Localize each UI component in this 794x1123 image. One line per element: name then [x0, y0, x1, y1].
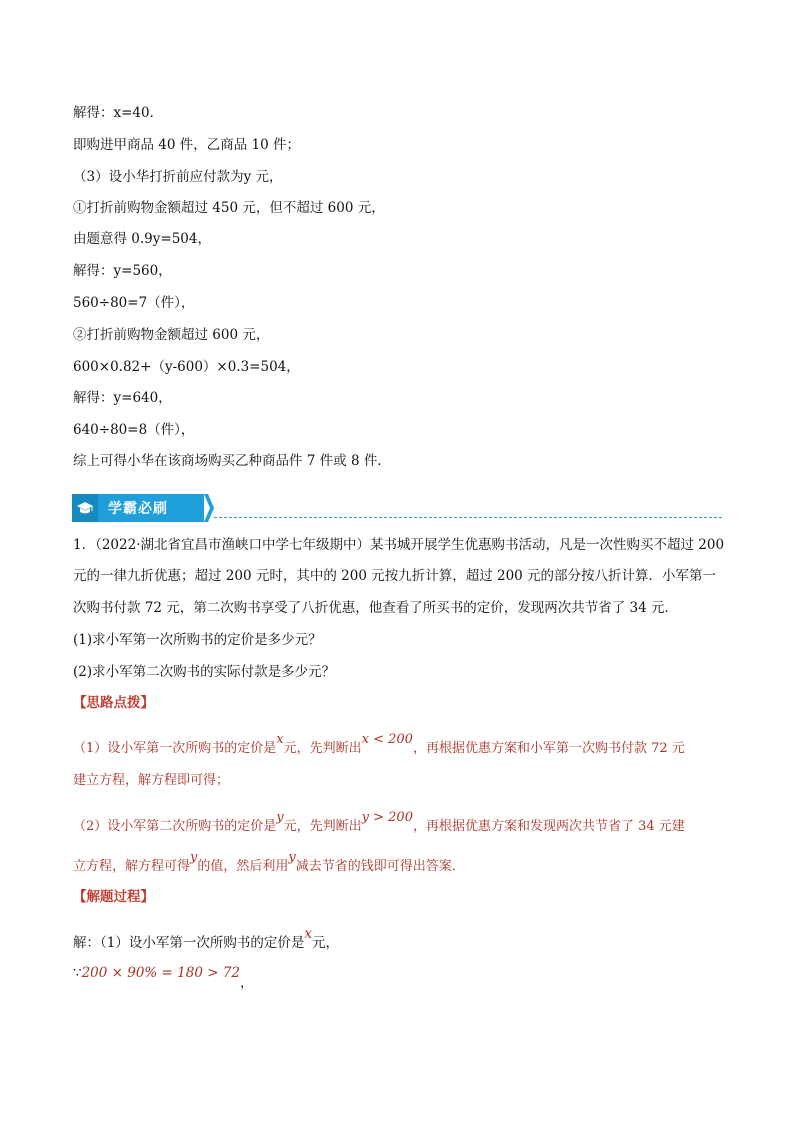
- graduation-cap-icon: [72, 494, 98, 522]
- text-line: 560÷80=7（件），: [73, 295, 195, 311]
- banner-divider: [214, 517, 722, 518]
- math-expression: 200 × 90% = 180 > 72: [81, 965, 240, 981]
- question-2: (2)求小军第二次购书的实际付款是多少元？: [73, 664, 336, 680]
- solution-line: ∵200 × 90% = 180 > 72，: [73, 965, 254, 991]
- hint-title: 【思路点拨】: [73, 695, 154, 711]
- solution-line: 解：（1）设小军第一次所购书的定价是x元，: [73, 926, 339, 951]
- text-line: 由题意得 0.9y=504，: [73, 231, 211, 247]
- math-var-y: y: [190, 850, 198, 865]
- text-line: 600×0.82+（y-600）×0.3=504，: [73, 359, 300, 375]
- math-var-x: x: [276, 732, 284, 747]
- math-inequality: y > 200: [361, 810, 413, 825]
- question-1: (1)求小军第一次所购书的定价是多少元？: [73, 632, 322, 648]
- solution-title: 【解题过程】: [73, 889, 154, 905]
- chevron-right-icon: [204, 494, 214, 522]
- text-line: ②打折前购物金额超过 600 元，: [73, 327, 270, 343]
- text-line: 综上可得小华在该商场购买乙种商品件 7 件或 8 件．: [73, 453, 391, 469]
- hint-paragraph-2-cont: 立方程，解方程可得y的值，然后利用y减去节省的钱即可得出答案．: [73, 850, 465, 874]
- problem-line: 次购书付款 72 元，第二次购书享受了八折优惠，他查看了所买书的定价，发现两次共节省了 34 元．: [73, 600, 679, 616]
- math-var-y: y: [276, 810, 284, 825]
- math-var-x: x: [304, 926, 312, 942]
- banner-title: 学霸必刷: [108, 501, 168, 517]
- math-var-y: y: [288, 850, 296, 865]
- text-line: 640÷80=8（件），: [73, 422, 195, 438]
- text-line: 即购进甲商品 40 件，乙商品 10 件；: [73, 137, 301, 153]
- banner-box: [72, 494, 204, 522]
- text-line: 解得：x=40．: [73, 105, 164, 121]
- text-line: 解得：y=640，: [73, 390, 172, 406]
- math-inequality: x < 200: [361, 732, 413, 747]
- problem-line: 1．（2022·湖北省宜昌市渔峡口中学七年级期中）某书城开展学生优惠购书活动，凡是一次性购买不超过 200: [73, 537, 725, 553]
- text-line: ①打折前购物金额超过 450 元，但不超过 600 元，: [73, 200, 385, 216]
- text-line: 解得：y=560，: [73, 263, 172, 279]
- section-banner: [72, 494, 722, 524]
- text-line: （3）设小华打折前应付款为y 元，: [73, 169, 283, 185]
- hint-paragraph-2: （2）设小军第二次所购书的定价是y元，先判断出y > 200，再根据优惠方案和发现两次共节省了 34 元建: [73, 810, 685, 834]
- hint-paragraph-1: （1）设小军第一次所购书的定价是x元，先判断出x < 200，再根据优惠方案和小军第一次购书付款 72 元: [73, 732, 685, 756]
- hint-paragraph-1-cont: 建立方程，解方程即可得；: [73, 773, 230, 788]
- problem-line: 元的一律九折优惠；超过 200 元时，其中的 200 元按九折计算，超过 200 元的部分按八折计算．小军第一: [73, 568, 717, 584]
